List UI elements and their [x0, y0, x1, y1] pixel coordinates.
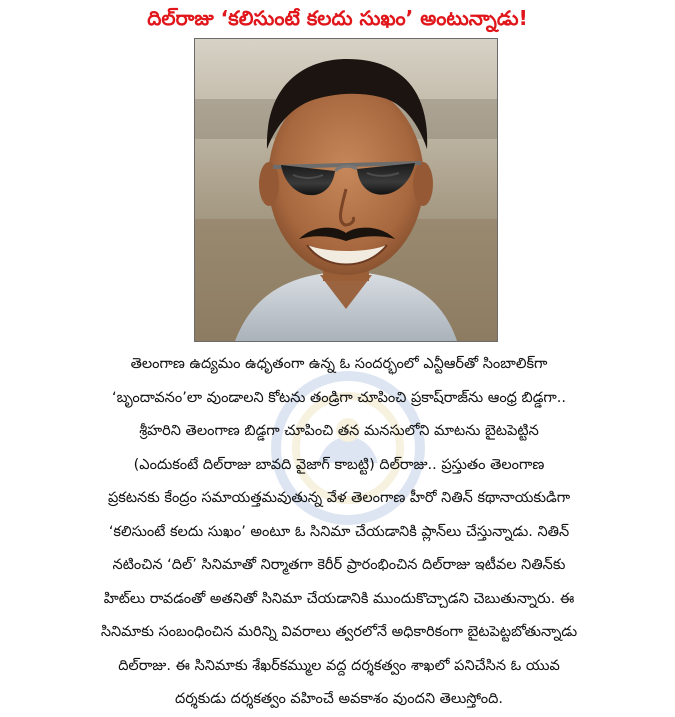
article-headline: దిల్‌రాజు ‘కలిసుంటే కలదు సుఖం’ అంటున్నాడు! — [147, 6, 528, 30]
body-line: దిల్‌రాజు. ఈ సినిమాకు శేఖర్‌కమ్ముల వద్ద దర్శకత్వం శాఖలో పనిచేసిన ఓ యువ — [118, 657, 560, 674]
body-line: దర్శకుడు దర్శకత్వం వహించే అవకాశం వుందని తెలుస్తోంది. — [174, 691, 504, 707]
portrait-photo — [194, 38, 498, 342]
body-line: ‘బృందావనం’లా వుండాలని కోటను తండ్రిగా చూపించి ప్రకాష్‌రాజ్‌ను ఆంధ్ర బిడ్డగా.. — [111, 389, 566, 406]
body-line: శ్రీహరిని తెలంగాణ బిడ్డగా చూపించి తన మనసులోని మాటను బైటపెట్టిన — [139, 423, 539, 439]
body-line: తెలంగాణ ఉద్యమం ఉధృతంగా ఉన్న ఓ సందర్భంలో ఎన్టీఆర్‌తో సింబాలిక్‌గా — [130, 356, 548, 372]
body-line: హిట్‌లు రావడంతో అతనితో సినిమా చేయడానికి ముందుకొచ్చాడని చెబుతున్నారు. ఈ — [103, 590, 575, 607]
body-line: సినిమాకు సంబంధించిన మరిన్ని వివరాలు త్వరలోనే అధికారికంగా బైటపెట్టబోతున్నాడు — [100, 624, 578, 640]
body-line: ‘కలిసుంటే కలదు సుఖం’ అంటూ ఓ సినిమా చేయడానికి ప్లాన్‌లు చేస్తున్నాడు. నితిన్ — [108, 523, 570, 540]
article-body — [40, 348, 638, 717]
body-line: నటించిన ‘దిల్’ సినిమాతో నిర్మాతగా కెరీర్ ప్రారంభించిన దిల్‌రాజు ఇటీవల నితిన్‌కు — [112, 557, 566, 573]
body-line: ప్రకటనకు కేంద్రం సమాయత్తమవుతున్న వేళ తెలంగాణ హీరో నితిన్ కథానాయకుడిగా — [107, 490, 571, 506]
body-line: (ఎందుకంటే దిల్‌రాజు బావది వైజాగ్ కాబట్టి) దిల్‌రాజు.. ప్రస్తుతం తెలంగాణ — [133, 456, 545, 473]
